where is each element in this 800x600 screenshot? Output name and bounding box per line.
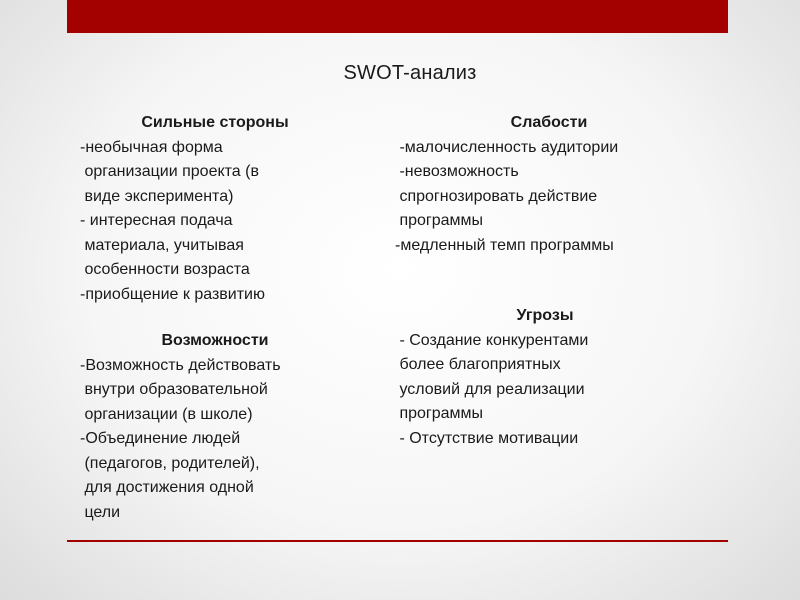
threats-block <box>395 304 695 451</box>
strengths-block <box>80 111 350 307</box>
weaknesses-line: программы <box>395 212 484 229</box>
weaknesses-line: -малочисленность аудитории <box>395 138 619 156</box>
threats-line: - Создание конкурентами <box>395 331 589 349</box>
opportunities-line: -Возможность действовать <box>80 356 281 374</box>
strengths-line: -приобщение к развитию <box>80 285 265 303</box>
threats-line: программы <box>395 405 484 422</box>
strengths-heading: Сильные стороны <box>141 114 289 131</box>
strengths-line: материала, учитывая <box>80 236 244 254</box>
strengths-line: организации проекта (в <box>80 163 259 180</box>
weaknesses-block <box>395 111 695 258</box>
threats-heading: Угрозы <box>516 307 574 324</box>
strengths-line: виде эксперимента) <box>80 187 234 205</box>
strengths-line: -необычная форма <box>80 138 223 156</box>
weaknesses-line: -невозможность <box>395 163 519 180</box>
opportunities-line: внутри образовательной <box>80 381 268 398</box>
threats-line: условий для реализации <box>395 380 585 398</box>
weaknesses-heading: Слабости <box>510 114 588 131</box>
opportunities-line: организации (в школе) <box>80 405 253 423</box>
opportunities-line: (педагогов, родителей), <box>80 454 260 472</box>
strengths-line: особенности возраста <box>80 261 250 278</box>
slide-title: SWOT-анализ <box>343 62 477 84</box>
strengths-line: - интересная подача <box>80 212 233 229</box>
bottom-divider <box>67 540 728 542</box>
weaknesses-line: -медленный темп программы <box>395 236 614 254</box>
threats-line: более благоприятных <box>395 356 561 373</box>
weaknesses-line: спрогнозировать действие <box>395 187 598 205</box>
top-accent-bar <box>67 0 728 33</box>
opportunities-line: для достижения одной <box>80 479 254 496</box>
opportunities-line: -Объединение людей <box>80 430 241 447</box>
opportunities-line: цели <box>80 503 121 521</box>
threats-line: - Отсутствие мотивации <box>395 429 579 447</box>
opportunities-heading: Возможности <box>161 332 269 349</box>
opportunities-block <box>80 329 350 525</box>
